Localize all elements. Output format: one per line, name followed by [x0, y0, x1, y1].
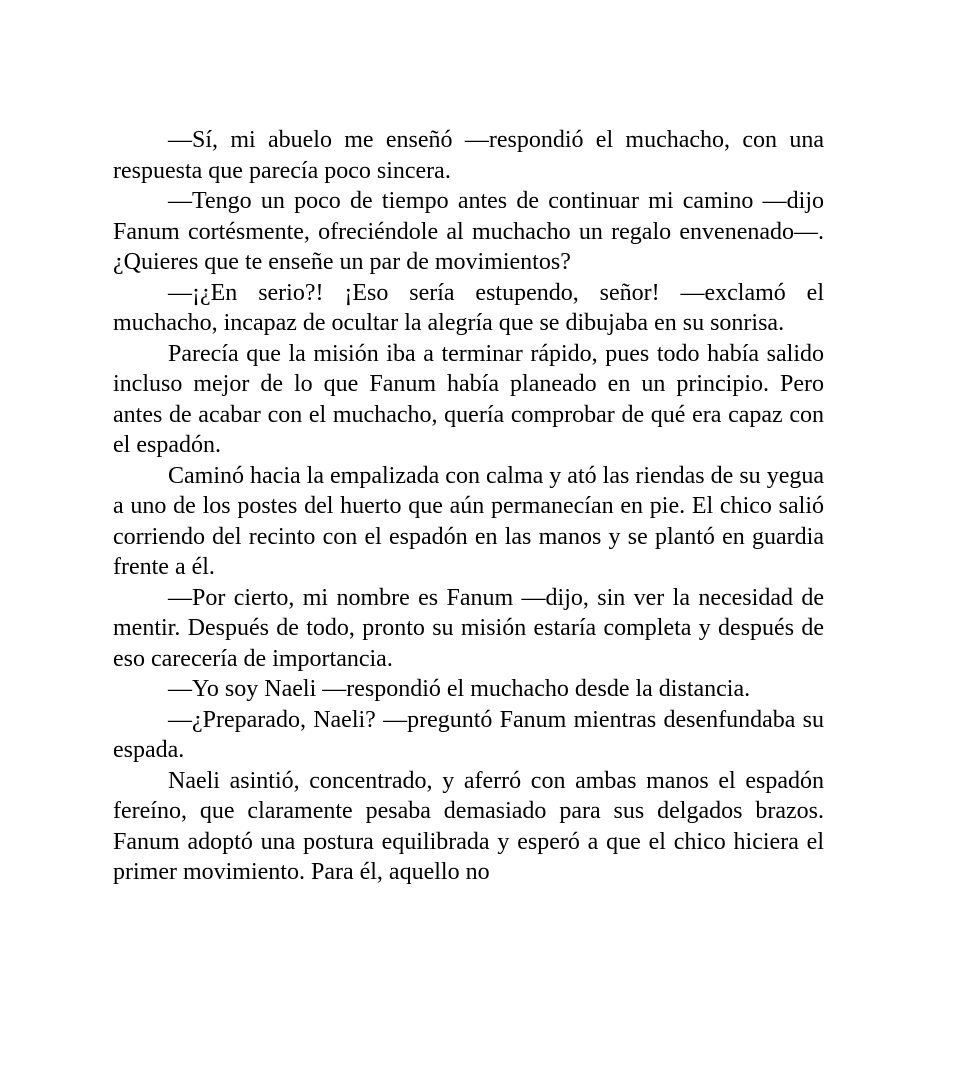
page-text-block — [113, 125, 824, 888]
paragraph: —¿Preparado, Naeli? —preguntó Fanum mientras desenfundaba su espada. — [113, 706, 824, 763]
paragraph: —¡¿En serio?! ¡Eso sería estupendo, señor! —exclamó el muchacho, incapaz de ocultar la alegría que se dibujaba en su sonrisa. — [113, 279, 824, 336]
paragraph: Naeli asintió, concentrado, y aferró con ambas manos el espadón fereíno, que claramente pesaba demasiado para sus delgados brazos. Fanum adoptó una postura equilibrada y esperó a que el chico hiciera el primer movimiento. Para él, aquello no — [113, 767, 824, 885]
paragraph: —Por cierto, mi nombre es Fanum —dijo, sin ver la necesidad de mentir. Después de todo, pronto su misión estaría completa y después de eso carecería de importancia. — [113, 584, 824, 672]
paragraph: —Tengo un poco de tiempo antes de continuar mi camino —dijo Fanum cortésmente, ofreciéndole al muchacho un regalo envenenado—. ¿Quieres que te enseñe un par de movimientos? — [113, 188, 824, 275]
paragraph: Parecía que la misión iba a terminar rápido, pues todo había salido incluso mejor de lo que Fanum había planeado en un principio. Pero antes de acabar con el muchacho, quería comprobar de qué era capaz con el espadón. — [113, 340, 824, 458]
paragraph: —Sí, mi abuelo me enseñó —respondió el muchacho, con una respuesta que parecía poco sincera. — [113, 127, 824, 184]
paragraph: Caminó hacia la empalizada con calma y ató las riendas de su yegua a uno de los postes del huerto que aún permanecían en pie. El chico salió corriendo del recinto con el espadón en las manos y se plantó en guardia frente a él. — [113, 462, 824, 580]
paragraph: —Yo soy Naeli —respondió el muchacho desde la distancia. — [168, 676, 751, 702]
